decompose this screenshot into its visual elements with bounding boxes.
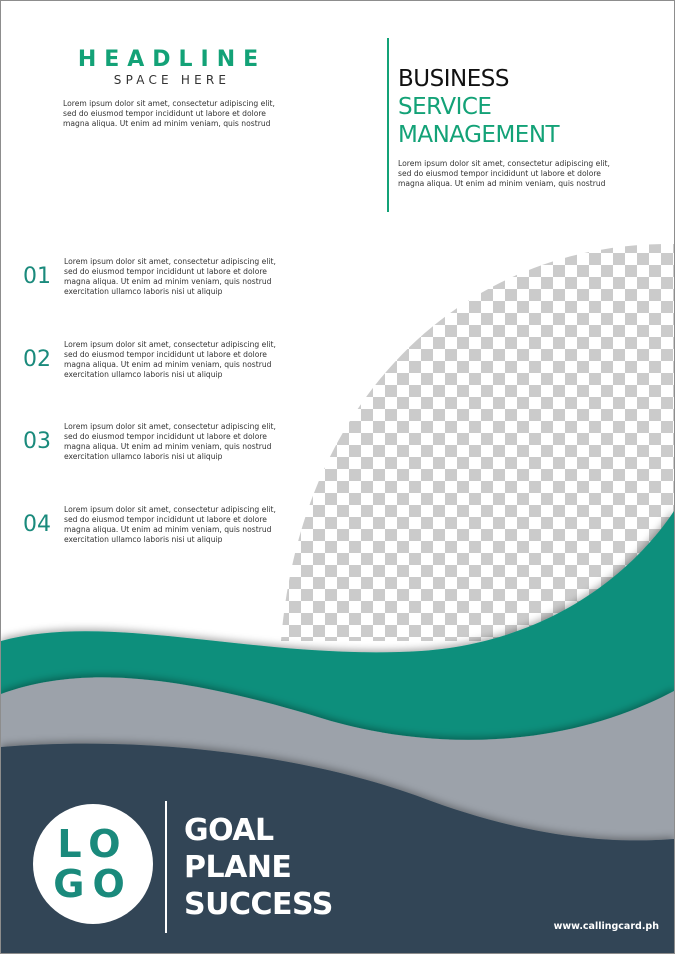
tagline-block — [184, 812, 333, 923]
list-text: Lorem ipsum dolor sit amet, consectetur adipiscing elit, sed do eiusmod tempor incididunt ut labore et dolore magna aliqua. Ut enim ad minim veniam, quis nostrud exercitation ullamco laboris nisi ut aliquip — [64, 505, 276, 544]
website-url: www.callingcard.ph — [553, 921, 659, 932]
list-number: 01 — [23, 264, 51, 289]
list-text: Lorem ipsum dolor sit amet, consectetur adipiscing elit, sed do eiusmod tempor incididunt ut labore et dolore magna aliqua. Ut enim ad minim veniam, quis nostrud exercitation ullamco laboris nisi ut aliquip — [64, 257, 276, 296]
list-number: 03 — [23, 429, 51, 454]
title-business: BUSINESS — [398, 66, 509, 92]
list-text: Lorem ipsum dolor sit amet, consectetur adipiscing elit, sed do eiusmod tempor incididunt ut labore et dolore magna aliqua. Ut enim ad minim veniam, quis nostrud exercitation ullamco laboris nisi ut aliquip — [64, 422, 276, 461]
tagline-plane: PLANE — [184, 850, 292, 885]
business-body: Lorem ipsum dolor sit amet, consectetur adipiscing elit, sed do eiusmod tempor incididunt ut labore et dolore magna aliqua. Ut enim ad minim veniam, quis nostrud — [398, 159, 610, 188]
logo — [33, 804, 153, 924]
headline-subtitle: SPACE HERE — [113, 73, 231, 87]
headline-body: Lorem ipsum dolor sit amet, consectetur adipiscing elit, sed do eiusmod tempor incididunt ut labore et dolore magna aliqua. Ut enim ad minim veniam, quis nostrud — [63, 99, 275, 128]
logo-line-1: LO — [57, 822, 129, 866]
title-management: MANAGEMENT — [398, 122, 560, 148]
headline-title: HEADLINE — [77, 47, 267, 72]
logo-line-2: GO — [53, 862, 133, 906]
list-number: 04 — [23, 512, 51, 537]
business-title-block — [398, 65, 638, 189]
vertical-divider — [387, 38, 389, 212]
tagline-success: SUCCESS — [184, 887, 333, 922]
bottom-divider — [165, 801, 167, 933]
headline-block — [63, 47, 293, 129]
title-service: SERVICE — [398, 94, 492, 120]
list-text: Lorem ipsum dolor sit amet, consectetur adipiscing elit, sed do eiusmod tempor incididunt ut labore et dolore magna aliqua. Ut enim ad minim veniam, quis nostrud exercitation ullamco laboris nisi ut aliquip — [64, 340, 276, 379]
list-number: 02 — [23, 347, 51, 372]
tagline-goal: GOAL — [184, 813, 274, 848]
